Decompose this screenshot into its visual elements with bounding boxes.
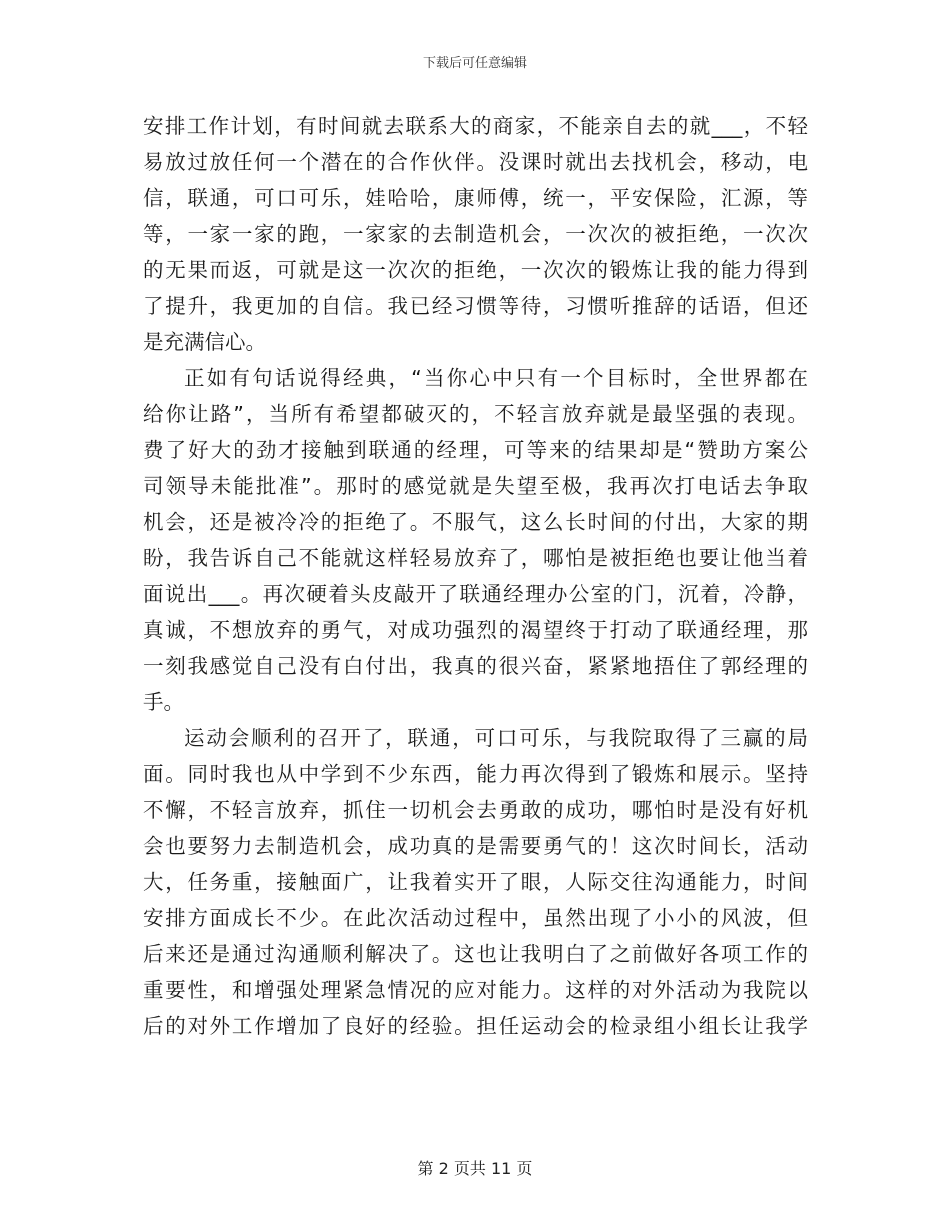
text-line: 会也要努力去制造机会，成功真的是需要勇气的！这次时间长，活动 xyxy=(143,834,808,858)
text-line: 后的对外工作增加了良好的经验。担任运动会的检录组小组长让我学 xyxy=(143,1014,808,1038)
text-line: 机会，还是被冷冷的拒绝了。不服气，这么长时间的付出，大家的期 xyxy=(143,510,808,534)
text-line: 手。 xyxy=(143,690,184,714)
text-line: 盼，我告诉自己不能就这样轻易放弃了，哪怕是被拒绝也要让他当着 xyxy=(143,546,808,570)
text-line: 信，联通，可口可乐，娃哈哈，康师傅，统一，平安保险，汇源，等 xyxy=(143,186,808,210)
text-line: 运动会顺利的召开了，联通，可口可乐，与我院取得了三赢的局 xyxy=(184,726,808,750)
text-line: 后来还是通过沟通顺利解决了。这也让我明白了之前做好各项工作的 xyxy=(143,942,808,966)
text-line: 易放过放任何一个潜在的合作伙伴。没课时就出去找机会，移动，电 xyxy=(143,150,808,174)
document-body xyxy=(143,108,808,1044)
text-line: 安排方面成长不少。在此次活动过程中，虽然出现了小小的风波，但 xyxy=(143,906,808,930)
text-line: 不懈，不轻言放弃，抓住一切机会去勇敢的成功，哪怕时是没有好机 xyxy=(143,798,808,822)
text-line: 大，任务重，接触面广，让我着实开了眼，人际交往沟通能力，时间 xyxy=(143,870,808,894)
text-line: 等，一家一家的跑，一家家的去制造机会，一次次的被拒绝，一次次 xyxy=(143,222,808,246)
text-line: 重要性，和增强处理紧急情况的应对能力。这样的对外活动为我院以 xyxy=(143,978,808,1002)
page-number: 第 2 页共 11 页 xyxy=(417,1159,533,1178)
text-line: 给你让路”，当所有希望都破灭的，不轻言放弃就是最坚强的表现。 xyxy=(143,402,808,426)
text-line: 的无果而返，可就是这一次次的拒绝，一次次的锻炼让我的能力得到 xyxy=(143,258,808,282)
text-line: 是充满信心。 xyxy=(143,330,266,354)
text-line: 面。同时我也从中学到不少东西，能力再次得到了锻炼和展示。坚持 xyxy=(143,762,808,786)
text-line: 了提升，我更加的自信。我已经习惯等待，习惯听推辞的话语，但还 xyxy=(143,294,808,318)
text-line: 真诚，不想放弃的勇气，对成功强烈的渴望终于打动了联通经理，那 xyxy=(143,618,808,642)
page-header: 下载后可任意编辑 xyxy=(422,56,527,71)
text-line: 司领导未能批准”。那时的感觉就是失望至极，我再次打电话去争取 xyxy=(143,474,808,498)
text-line: 面说出___。再次硬着头皮敲开了联通经理办公室的门，沉着，冷静， xyxy=(143,582,808,606)
text-line: 一刻我感觉自己没有白付出，我真的很兴奋，紧紧地捂住了郭经理的 xyxy=(143,654,808,678)
text-line: 费了好大的劲才接触到联通的经理，可等来的结果却是“赞助方案公 xyxy=(143,438,808,462)
text-line: 安排工作计划，有时间就去联系大的商家，不能亲自去的就___，不轻 xyxy=(143,114,808,138)
text-line: 正如有句话说得经典，“当你心中只有一个目标时，全世界都在 xyxy=(184,366,808,390)
